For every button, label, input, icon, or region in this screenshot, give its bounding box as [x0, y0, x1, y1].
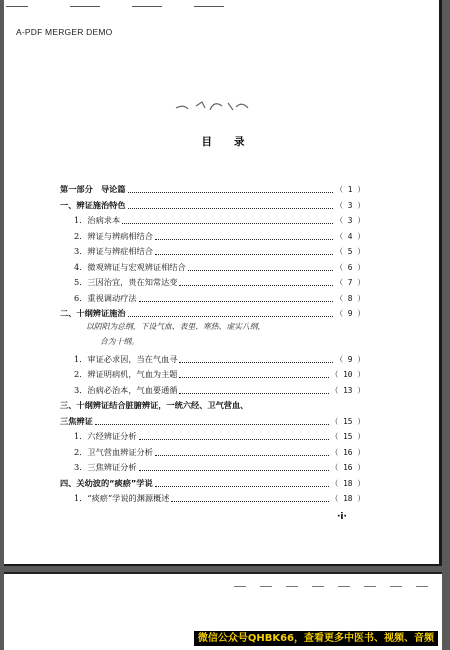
toc-entry-page: （ 8 ）	[335, 294, 365, 303]
toc-entry-title: 三、十纲辨证结合脏腑辨证，一统六经、卫气营血、	[60, 400, 249, 410]
toc-leader-dots	[139, 438, 329, 440]
toc-entry-title: 一、辨证施治特色	[60, 200, 126, 210]
toc-entry-page: （ 9 ）	[335, 309, 365, 318]
toc-entry	[60, 182, 365, 195]
toc-entry-title: 6．重视调动疗法	[74, 293, 137, 303]
toc-entry-title: 三焦辨证	[60, 416, 93, 426]
toc-entry-page: （ 10 ）	[330, 370, 365, 379]
toc-leader-dots	[155, 454, 329, 456]
watermark: A-PDF MERGER DEMO	[16, 27, 113, 37]
toc-entry-page: （ 3 ）	[335, 216, 365, 225]
toc-leader-dots	[128, 191, 334, 193]
toc-entry-title: 3．辨证与辨症相结合	[74, 246, 153, 256]
toc-entry	[60, 476, 365, 489]
toc-entry	[60, 291, 365, 304]
toc-entry-page: （ 4 ）	[335, 232, 365, 241]
toc-leader-dots	[179, 284, 333, 286]
toc-entry-page: （ 1 ）	[335, 185, 365, 194]
toc-note: 合为十纲。	[100, 337, 139, 346]
toc-entry-page: （ 6 ）	[335, 263, 365, 272]
toc-entry	[60, 429, 365, 442]
scan-smudge	[174, 98, 254, 114]
toc-entry-page: （ 13 ）	[330, 386, 365, 395]
toc-entry-page: （ 15 ）	[330, 432, 365, 441]
toc-entry	[60, 229, 365, 242]
toc-entry-title: 5．三因治宜，贵在知常达变	[74, 277, 178, 287]
toc-entry-page: （ 16 ）	[330, 448, 365, 457]
toc-entry-title: 2．辨证与辨病相结合	[74, 231, 153, 241]
toc-leader-dots	[122, 222, 333, 224]
toc-entry-title: 1．六经辨证分析	[74, 431, 137, 441]
page-number: ·i·	[337, 512, 347, 522]
toc-entry	[60, 198, 365, 211]
toc-leader-dots	[171, 500, 328, 502]
toc-leader-dots	[128, 207, 334, 209]
toc-entry	[60, 383, 365, 396]
toc-entry-page: （ 3 ）	[335, 201, 365, 210]
toc-entry-page: （ 9 ）	[335, 355, 365, 364]
toc-entry-title: 3．三焦辨证分析	[74, 462, 137, 472]
toc-entry	[60, 213, 365, 226]
toc-leader-dots	[155, 238, 333, 240]
toc-entry	[60, 460, 365, 473]
promo-banner: 微信公众号QHBK66，查看更多中医书、视频、音频	[194, 631, 438, 646]
toc-entry	[60, 275, 365, 288]
toc-entry	[60, 445, 365, 458]
toc-leader-dots	[128, 315, 334, 317]
toc-note: 以阴阳为总纲，下设气血、表里、寒热、虚实八纲，	[86, 322, 266, 331]
toc-entry	[60, 260, 365, 273]
toc-entry-title: 3．治病必治本，气血要通循	[74, 385, 178, 395]
toc-entry-page: （ 18 ）	[330, 479, 365, 488]
toc-entry	[60, 367, 365, 380]
toc-leader-dots	[188, 269, 334, 271]
toc-entry	[60, 398, 365, 411]
toc-leader-dots	[155, 253, 333, 255]
page-title: 目录	[201, 136, 267, 148]
toc-entry-title: 1．“痰瘀”学说的渊源概述	[74, 493, 170, 503]
toc-entry-page: （ 15 ）	[330, 417, 365, 426]
toc-entry	[60, 414, 365, 427]
toc-entry-page: （ 18 ）	[330, 494, 365, 503]
toc-entry-title: 第一部分 导论篇	[60, 184, 126, 194]
toc-leader-dots	[179, 392, 328, 394]
toc-leader-dots	[139, 469, 329, 471]
toc-entry	[60, 306, 365, 319]
toc-entry-page: （ 5 ）	[335, 247, 365, 256]
document-page	[4, 0, 442, 566]
toc-entry-page: （ 7 ）	[335, 278, 365, 287]
toc-entry-title: 二、十纲辨证施治	[60, 308, 126, 318]
toc-entry	[60, 491, 365, 504]
toc-entry-page: （ 16 ）	[330, 463, 365, 472]
toc-entry-title: 1．审证必求因，当在气血寻	[74, 354, 178, 364]
toc-entry-title: 1．治病求本	[74, 215, 121, 225]
toc-entry	[60, 244, 365, 257]
toc-leader-dots	[179, 361, 333, 363]
toc-leader-dots	[139, 300, 334, 302]
toc-leader-dots	[95, 423, 329, 425]
toc-leader-dots	[155, 485, 329, 487]
toc-entry-title: 2．卫气营血辨证分析	[74, 447, 153, 457]
toc-entry-title: 四、关幼波的“痰瘀”学说	[60, 478, 153, 488]
toc-leader-dots	[179, 376, 328, 378]
toc-entry	[60, 352, 365, 365]
toc-entry-title: 4．微观辨证与宏观辨证相结合	[74, 262, 186, 272]
toc-entry-title: 2．辨证明病机，气血为主题	[74, 369, 178, 379]
next-page	[4, 572, 442, 650]
